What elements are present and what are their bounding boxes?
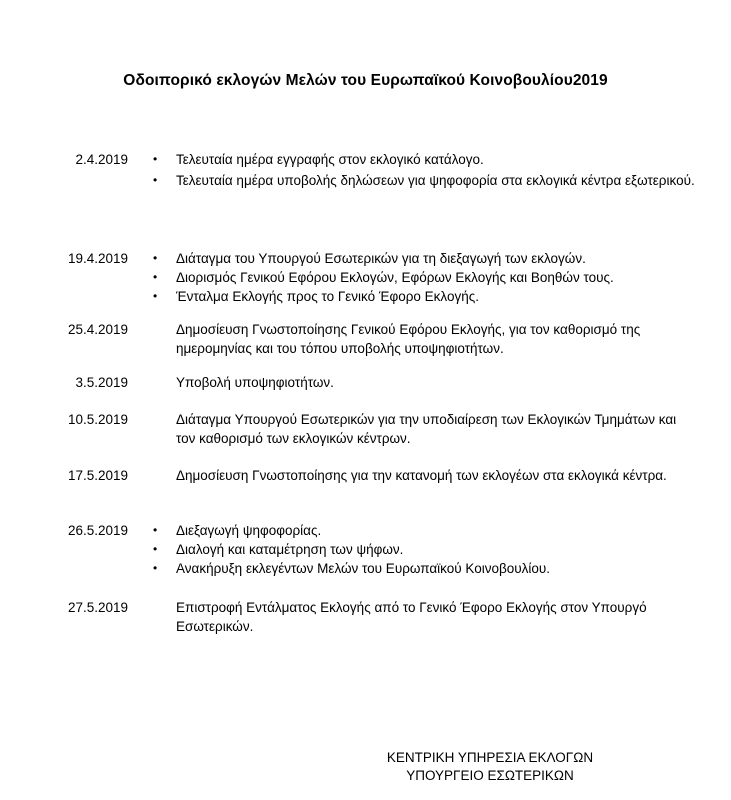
timeline-entry	[0, 410, 731, 466]
entry-content	[153, 521, 696, 578]
list-item-text: Ανακήρυξη εκλεγέντων Μελών του Ευρωπαϊκού Κοινοβουλίου.	[176, 561, 551, 576]
entry-content	[176, 598, 696, 636]
timeline-entry	[0, 466, 731, 521]
election-timeline	[0, 150, 731, 638]
document-title: Οδοιπορικό εκλογών Μελών του Ευρωπαϊκού Κοινοβουλίου2019	[123, 72, 608, 89]
bullet-icon: •	[153, 523, 158, 537]
timeline-entry	[0, 150, 731, 249]
entry-content	[153, 150, 696, 190]
bullet-icon: •	[153, 152, 158, 166]
list-item	[153, 150, 696, 169]
bullet-icon: •	[153, 270, 158, 284]
entry-content	[176, 410, 696, 448]
entry-text: Δημοσίευση Γνωστοποίησης Γενικού Εφόρου Εκλογής, για τον καθορισμό της ημερομηνίας και του τόπου υποβολής υποψηφιοτήτων.	[176, 322, 641, 356]
entry-content	[176, 320, 696, 358]
entry-date: 19.4.2019	[67, 251, 128, 266]
list-item	[153, 268, 696, 287]
entry-text: Επιστροφή Εντάλματος Εκλογής από το Γενικό Έφορο Εκλογής στον Υπουργό Εσωτερικών.	[176, 600, 647, 634]
entry-bullet-list	[153, 249, 696, 306]
list-item-text: Τελευταία ημέρα υποβολής δηλώσεων για ψηφοφορία στα εκλογικά κέντρα εξωτερικού.	[176, 173, 695, 188]
list-item-text: Διάταγμα του Υπουργού Εσωτερικών για τη διεξαγωγή των εκλογών.	[176, 251, 586, 266]
list-item	[153, 540, 696, 559]
entry-date: 25.4.2019	[67, 322, 128, 337]
list-item	[153, 521, 696, 540]
entry-text: Δημοσίευση Γνωστοποίησης για την κατανομή των εκλογέων στα εκλογικά κέντρα.	[176, 468, 667, 483]
list-item-text: Τελευταία ημέρα εγγραφής στον εκλογικό κατάλογο.	[176, 152, 484, 167]
entry-date: 27.5.2019	[67, 600, 128, 615]
entry-content	[176, 373, 696, 392]
timeline-entry	[0, 373, 731, 410]
issuer-signature-block	[360, 749, 620, 785]
list-item	[153, 559, 696, 578]
entry-date: 26.5.2019	[67, 523, 128, 538]
list-item-text: Διορισμός Γενικού Εφόρου Εκλογών, Εφόρων Εκλογής και Βοηθών τους.	[176, 270, 614, 285]
issuer-ministry: ΥΠΟΥΡΓΕΙΟ ΕΣΩΤΕΡΙΚΩΝ	[406, 768, 574, 783]
list-item-text: Διεξαγωγή ψηφοφορίας.	[176, 523, 322, 538]
bullet-icon: •	[153, 561, 158, 575]
list-item-text: Διαλογή και καταμέτρηση των ψήφων.	[176, 542, 404, 557]
entry-text: Διάταγμα Υπουργού Εσωτερικών για την υποδιαίρεση των Εκλογικών Τμημάτων και τον καθορισμό των εκλογικών κέντρων.	[176, 412, 677, 446]
entry-bullet-list	[153, 150, 696, 190]
entry-date: 3.5.2019	[75, 375, 128, 390]
entry-content	[176, 466, 696, 485]
list-item	[153, 171, 696, 190]
entry-text: Υποβολή υποψηφιοτήτων.	[176, 375, 334, 390]
timeline-entry	[0, 598, 731, 638]
bullet-icon: •	[153, 251, 158, 265]
list-item-text: Ένταλμα Εκλογής προς το Γενικό Έφορο Εκλογής.	[176, 289, 480, 304]
entry-content	[153, 249, 696, 306]
bullet-icon: •	[153, 173, 158, 187]
list-item	[153, 249, 696, 268]
timeline-entry	[0, 249, 731, 320]
entry-date: 10.5.2019	[67, 412, 128, 427]
entry-date: 17.5.2019	[67, 468, 128, 483]
issuer-department: ΚΕΝΤΡΙΚΗ ΥΠΗΡΕΣΙΑ ΕΚΛΟΓΩΝ	[386, 750, 594, 765]
bullet-icon: •	[153, 289, 158, 303]
entry-date: 2.4.2019	[75, 152, 128, 167]
timeline-entry	[0, 521, 731, 598]
entry-bullet-list	[153, 521, 696, 578]
timeline-entry	[0, 320, 731, 373]
bullet-icon: •	[153, 542, 158, 556]
list-item	[153, 287, 696, 306]
